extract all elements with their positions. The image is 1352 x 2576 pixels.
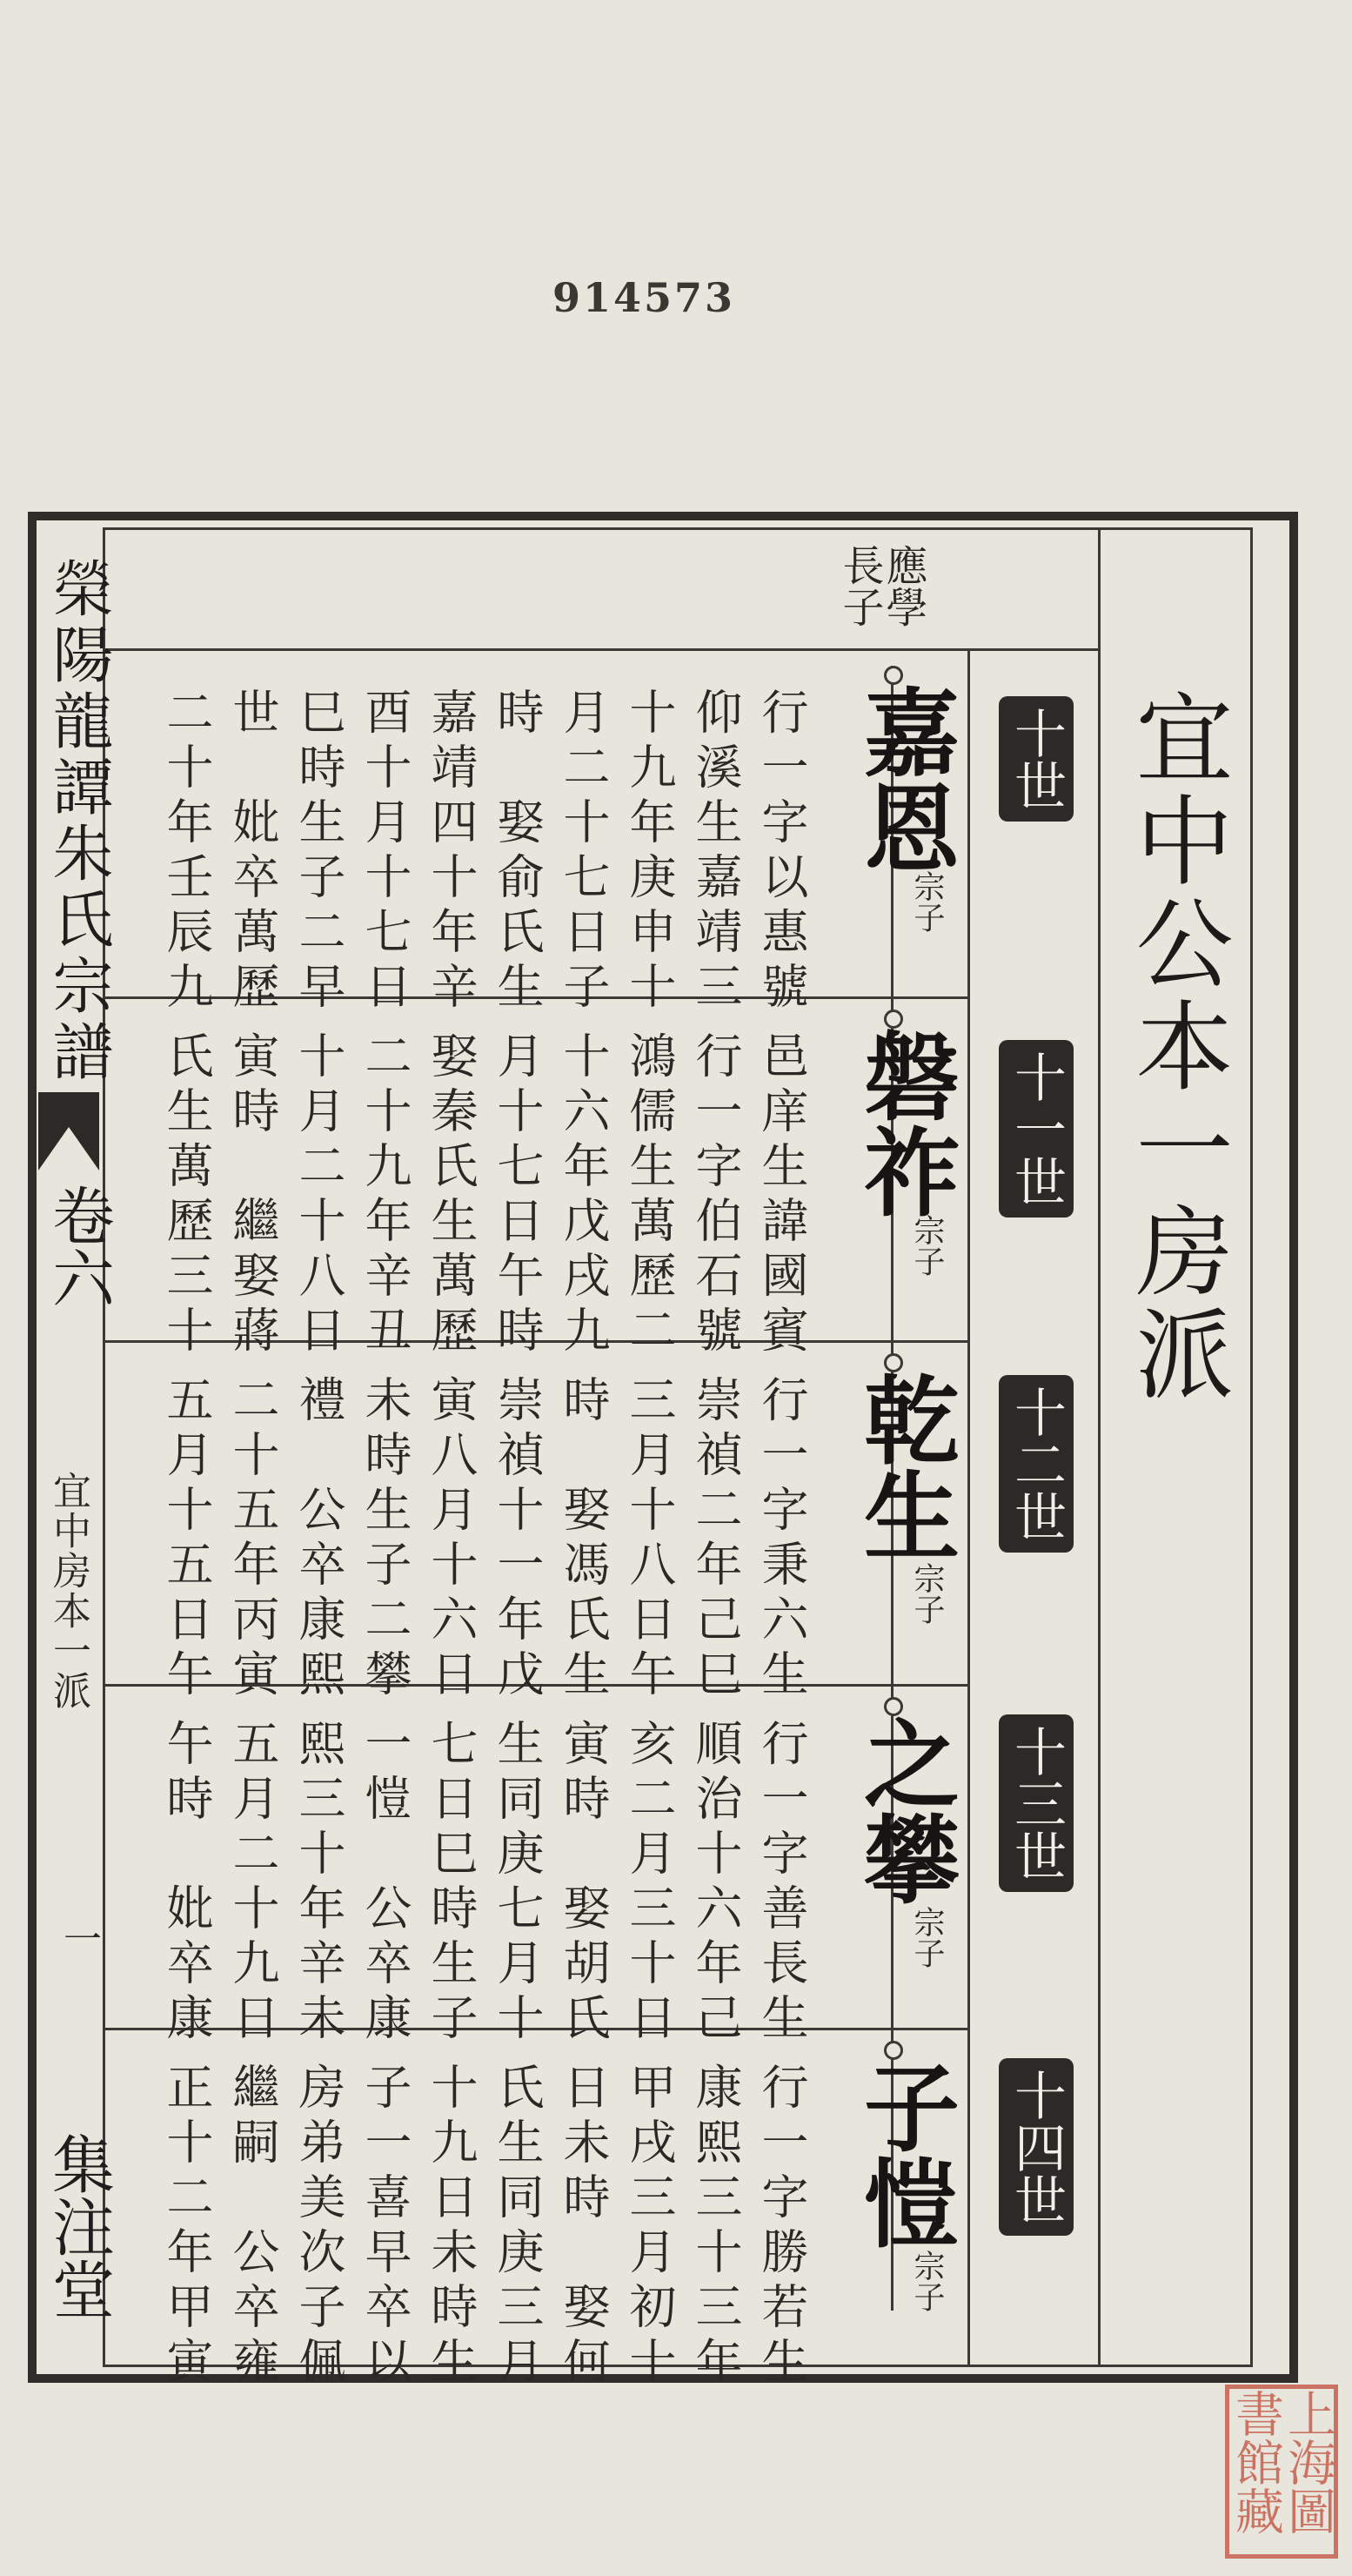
person-name: 之攀	[848, 1714, 960, 1906]
biography-column: 子一喜早卒以	[358, 2063, 412, 2392]
biography-column: 午時 妣卒康	[159, 1719, 214, 2048]
hall-name: 集注堂	[42, 2132, 115, 2320]
biography-column: 巳時生子二早	[291, 688, 346, 1016]
page-number: 一	[57, 1919, 101, 1957]
biography-column: 十月二十八日	[291, 1031, 346, 1360]
page-title: 宜中公本一房派	[1120, 688, 1233, 1406]
lineage-node	[884, 2041, 903, 2060]
biography-column: 十九年庚申十	[622, 688, 677, 1016]
biography-column: 三月十八日午	[622, 1375, 677, 1704]
biography-column: 行一字伯石號	[688, 1031, 743, 1360]
biography-column: 一愷 公卒康	[358, 1719, 412, 2048]
biography-column: 二十五年丙寅	[225, 1375, 280, 1704]
father-relation: 長子	[835, 544, 884, 627]
catalog-number: 914573	[552, 274, 736, 321]
biography-column: 順治十六年己	[688, 1719, 743, 2048]
biography-column: 未時生子二攀	[358, 1375, 412, 1704]
generation-label-14: 十四世	[999, 2058, 1074, 2236]
biography-column: 邑庠生諱國賓	[754, 1031, 809, 1360]
biography-column: 繼嗣 公卒雍	[225, 2063, 280, 2392]
generation-label-12: 十二世	[999, 1375, 1074, 1553]
biography-column: 日未時 娶何	[556, 2063, 611, 2392]
biography-column: 寅八月十六日	[424, 1375, 479, 1704]
biography-column: 二十九年辛丑	[358, 1031, 412, 1360]
biography-column: 五月十五日午	[159, 1375, 214, 1704]
person-name: 子愷	[848, 2058, 960, 2250]
title-column-divider	[1098, 527, 1101, 2367]
person-name: 嘉恩	[848, 683, 960, 875]
generation-label-11: 十一世	[999, 1040, 1074, 1218]
biography-column: 房弟美次子佩	[291, 2063, 346, 2392]
biography-column: 十六年戊戌九	[556, 1031, 611, 1360]
biography-column: 熙三十年辛未	[291, 1719, 346, 2048]
volume-label: 卷六	[42, 1184, 115, 1309]
biography-column: 七日巳時生子	[424, 1719, 479, 2048]
biography-column: 寅時 繼娶蔣	[225, 1031, 280, 1360]
person-name: 磐祚	[848, 1027, 960, 1218]
biography-column: 亥二月三十日	[622, 1719, 677, 2048]
biography-column: 月十七日午時	[490, 1031, 545, 1360]
biography-column: 康熙三十三年	[688, 2063, 743, 2392]
section-label: 宜中房本一派	[46, 1471, 90, 1711]
generation-label-10: 十世	[999, 696, 1074, 822]
lineage-node	[884, 666, 903, 685]
biography-column: 甲戌三月初十	[622, 2063, 677, 2392]
genealogy-title: 榮陽龍譚朱氏宗譜	[43, 557, 114, 1086]
biography-column: 行一字勝若生	[754, 2063, 809, 2392]
biography-column: 月二十七日子	[556, 688, 611, 1016]
biography-column: 氏生萬歷三十	[159, 1031, 214, 1360]
biography-column: 氏生同庚三月	[490, 2063, 545, 2392]
header-rule	[103, 648, 1101, 651]
biography-column: 酉十月十七日	[358, 688, 412, 1016]
library-seal: 上海圖書館藏	[1225, 2385, 1338, 2559]
biography-column: 行一字善長生	[754, 1719, 809, 2048]
biography-column: 崇禎二年己巳	[688, 1375, 743, 1704]
lineage-node	[884, 1010, 903, 1029]
biography-column: 生同庚七月十	[490, 1719, 545, 2048]
generation-label-13: 十三世	[999, 1714, 1074, 1892]
lineage-node	[884, 1353, 903, 1372]
heir-tag: 宗子	[909, 1214, 945, 1277]
heir-tag: 宗子	[909, 870, 945, 933]
biography-column: 嘉靖四十年辛	[424, 688, 479, 1016]
biography-column: 正十二年甲寅	[159, 2063, 214, 2392]
person-name: 乾生	[848, 1371, 960, 1562]
biography-column: 世 妣卒萬歷	[225, 688, 280, 1016]
biography-column: 娶秦氏生萬歷	[424, 1031, 479, 1360]
biography-column: 仰溪生嘉靖三	[688, 688, 743, 1016]
heir-tag: 宗子	[909, 1906, 945, 1969]
biography-column: 二十年壬辰九	[159, 688, 214, 1016]
heir-tag: 宗子	[909, 1562, 945, 1625]
biography-column: 十九日未時生	[424, 2063, 479, 2392]
biography-column: 鴻儒生萬歷二	[622, 1031, 677, 1360]
biography-column: 行一字以惠號	[754, 688, 809, 1016]
biography-column: 寅時 娶胡氏	[556, 1719, 611, 2048]
biography-column: 五月二十九日	[225, 1719, 280, 2048]
father-name: 應學	[879, 544, 927, 627]
biography-column: 崇禎十一年戊	[490, 1375, 545, 1704]
biography-column: 行一字秉六生	[754, 1375, 809, 1704]
heir-tag: 宗子	[909, 2250, 945, 2312]
lineage-node	[884, 1697, 903, 1716]
biography-column: 時 娶馮氏生	[556, 1375, 611, 1704]
biography-column: 禮 公卒康熙	[291, 1375, 346, 1704]
biography-column: 時 娶俞氏生	[490, 688, 545, 1016]
fishtail-mark	[38, 1092, 99, 1171]
